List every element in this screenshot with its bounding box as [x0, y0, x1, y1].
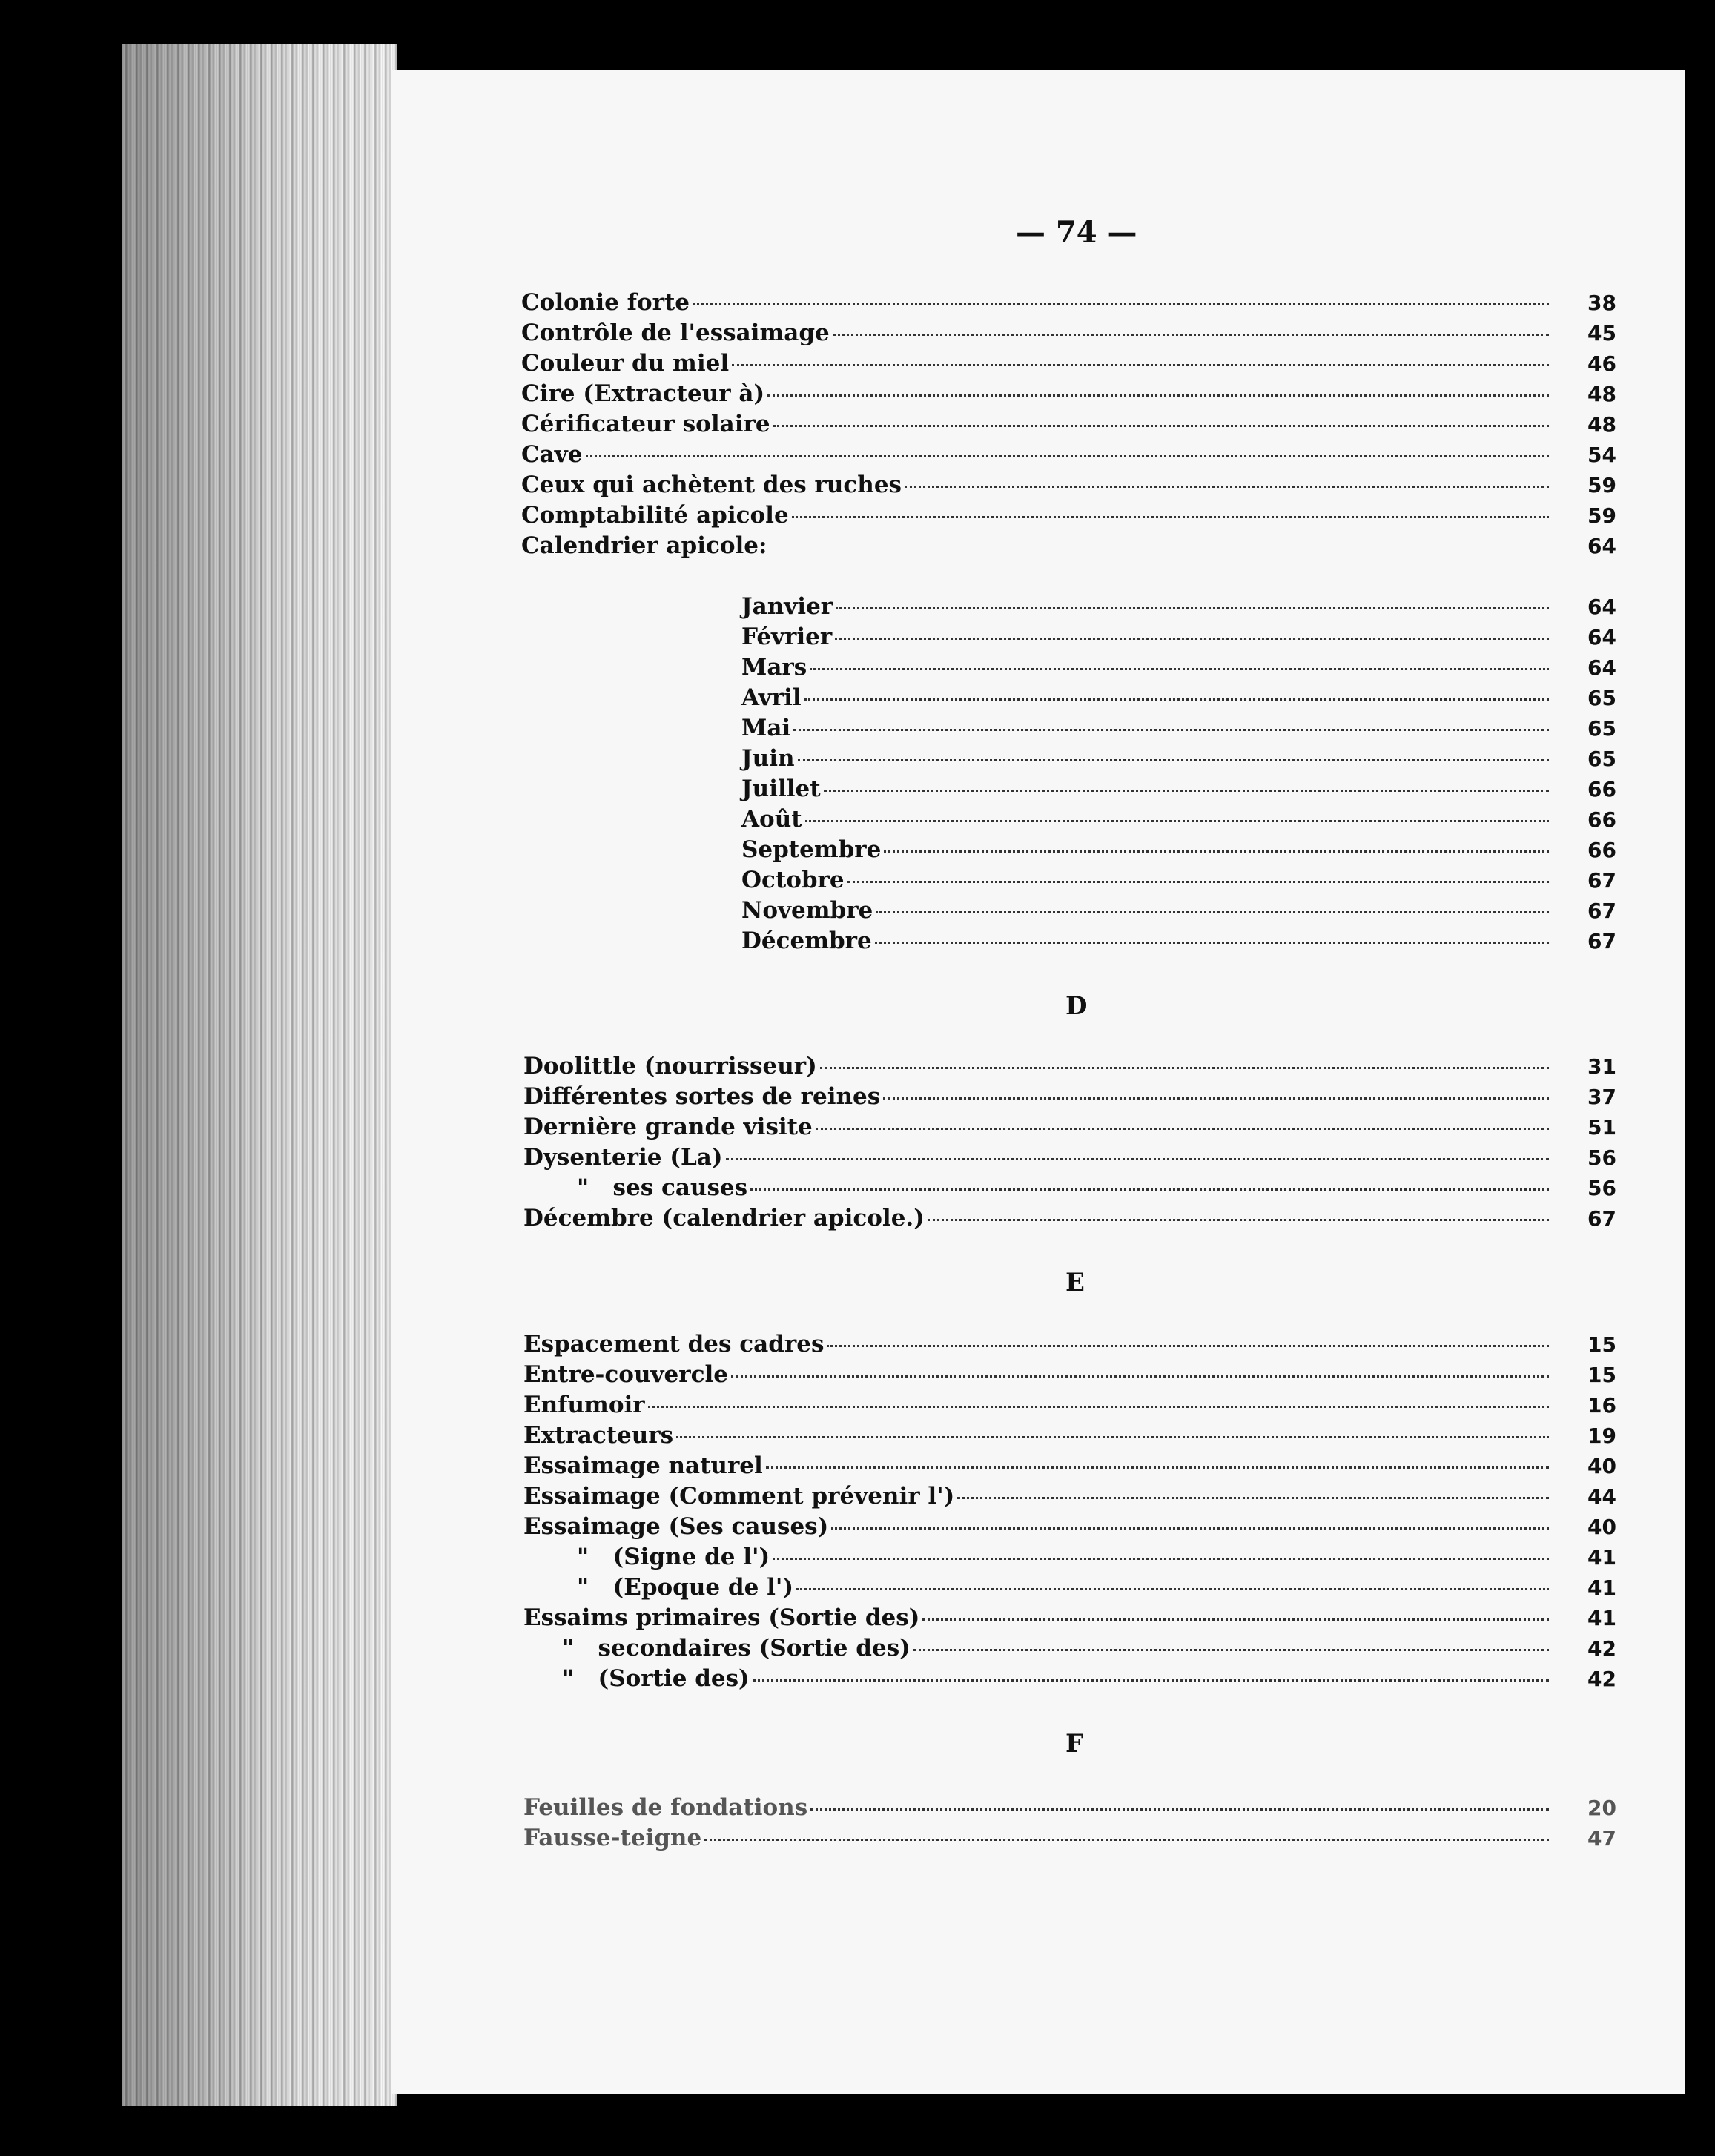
- entry-page: 66: [1587, 777, 1616, 801]
- index-entry: [741, 867, 1616, 893]
- entry-page: 40: [1587, 1454, 1616, 1478]
- entry-page: 48: [1587, 382, 1616, 406]
- index-entry: [741, 897, 1616, 924]
- index-entry: [741, 836, 1616, 863]
- dot-leader: [726, 1158, 1550, 1160]
- entry-label: Cérificateur solaire: [521, 411, 770, 437]
- dot-leader: [704, 1839, 1549, 1841]
- dot-leader: [750, 1188, 1549, 1191]
- entry-page: 41: [1587, 1575, 1616, 1600]
- entry-label: Calendrier apicole:: [521, 532, 767, 559]
- index-entry: [523, 1144, 1616, 1171]
- entry-page: 64: [1587, 625, 1616, 649]
- entry-label: Essaimage (Ses causes): [523, 1513, 829, 1540]
- entry-label: Décembre: [741, 927, 872, 954]
- index-entry: [577, 1574, 1616, 1601]
- entry-label: Feuilles de fondations: [523, 1794, 808, 1821]
- entry-page: 44: [1587, 1484, 1616, 1509]
- entry-label: Comptabilité apicole: [521, 502, 789, 529]
- entry-label: Ceux qui achètent des ruches: [521, 472, 902, 498]
- index-entry: [521, 502, 1616, 529]
- entry-page: 42: [1587, 1667, 1616, 1691]
- index-entry: [521, 350, 1616, 377]
- index-entry: [523, 1053, 1616, 1079]
- index-entry: [521, 289, 1616, 316]
- index-entry: [521, 320, 1616, 346]
- entry-label: Avril: [741, 684, 802, 711]
- entry-label: Cire (Extracteur à): [521, 380, 765, 407]
- dot-leader: [770, 546, 1549, 549]
- entry-label: Juillet: [741, 776, 821, 802]
- entry-page: 66: [1587, 807, 1616, 832]
- entry-label: " (Sortie des): [562, 1665, 750, 1692]
- entry-label: Couleur du miel: [521, 350, 730, 377]
- section-heading: F: [1065, 1729, 1084, 1759]
- entry-label: Contrôle de l'essaimage: [521, 320, 830, 346]
- dot-leader: [731, 1375, 1549, 1378]
- entry-label: Juin: [741, 745, 795, 772]
- entry-page: 47: [1587, 1826, 1616, 1851]
- entry-label: Essaimage naturel: [523, 1452, 763, 1479]
- entry-label: Colonie forte: [521, 289, 690, 316]
- entry-page: 59: [1587, 473, 1616, 497]
- entry-page: 56: [1587, 1176, 1616, 1200]
- index-entry: [523, 1483, 1616, 1509]
- entry-label: " (Signe de l'): [577, 1544, 770, 1570]
- dot-leader: [773, 1558, 1549, 1560]
- index-entry: [741, 715, 1616, 741]
- entry-label: Dernière grande visite: [523, 1114, 813, 1140]
- page-number: — 74 —: [1016, 215, 1137, 250]
- entry-page: 42: [1587, 1636, 1616, 1661]
- dot-leader: [847, 881, 1549, 883]
- entry-label: Entre-couvercle: [523, 1361, 728, 1388]
- entry-page: 16: [1587, 1393, 1616, 1418]
- entry-page: 56: [1587, 1145, 1616, 1170]
- entry-page: 67: [1587, 899, 1616, 923]
- dot-leader: [766, 1466, 1549, 1469]
- entry-label: Octobre: [741, 867, 845, 893]
- dot-leader: [833, 334, 1549, 336]
- dot-leader: [820, 1067, 1549, 1069]
- entry-page: 64: [1587, 595, 1616, 619]
- entry-page: 41: [1587, 1606, 1616, 1630]
- entry-label: " ses causes: [577, 1174, 748, 1201]
- index-entry: [523, 1604, 1616, 1631]
- dot-leader: [767, 394, 1549, 397]
- dot-leader: [913, 1649, 1549, 1651]
- entry-page: 64: [1587, 655, 1616, 680]
- index-entry: [741, 684, 1616, 711]
- index-entry: [523, 1513, 1616, 1540]
- dot-leader: [586, 455, 1550, 457]
- entry-page: 51: [1587, 1115, 1616, 1140]
- entry-label: Différentes sortes de reines: [523, 1083, 881, 1110]
- dot-leader: [905, 486, 1549, 488]
- dot-leader: [928, 1219, 1549, 1221]
- index-entry: [741, 745, 1616, 772]
- dot-leader: [753, 1679, 1549, 1682]
- dot-leader: [836, 607, 1549, 609]
- entry-page: 38: [1587, 291, 1616, 315]
- index-entry: [521, 472, 1616, 498]
- index-entry: [741, 927, 1616, 954]
- entry-label: Août: [741, 806, 802, 833]
- entry-page: 66: [1587, 838, 1616, 862]
- entry-label: Dysenterie (La): [523, 1144, 723, 1171]
- entry-label: Enfumoir: [523, 1392, 645, 1418]
- index-entry: [741, 654, 1616, 681]
- entry-page: 20: [1587, 1796, 1616, 1820]
- entry-page: 19: [1587, 1423, 1616, 1448]
- dot-leader: [824, 790, 1549, 792]
- entry-label: Fausse-teigne: [523, 1825, 702, 1851]
- dot-leader: [805, 820, 1549, 822]
- dot-leader: [693, 303, 1549, 305]
- dot-leader: [876, 911, 1549, 913]
- dot-leader: [835, 638, 1549, 640]
- entry-page: 48: [1587, 412, 1616, 437]
- entry-page: 37: [1587, 1085, 1616, 1109]
- dot-leader: [922, 1618, 1549, 1621]
- dot-leader: [732, 364, 1549, 366]
- dot-leader: [793, 729, 1549, 731]
- index-entry: [577, 1544, 1616, 1570]
- dot-leader: [796, 1588, 1549, 1590]
- index-entry: [741, 806, 1616, 833]
- entry-page: 54: [1587, 443, 1616, 467]
- entry-page: 15: [1587, 1363, 1616, 1387]
- index-entry: [562, 1635, 1616, 1661]
- entry-label: Février: [741, 624, 833, 650]
- entry-page: 67: [1587, 1206, 1616, 1231]
- entry-page: 45: [1587, 321, 1616, 345]
- entry-page: 15: [1587, 1332, 1616, 1357]
- entry-page: 46: [1587, 351, 1616, 376]
- index-entry: [523, 1331, 1616, 1358]
- entry-page: 64: [1587, 534, 1616, 558]
- entry-page: 40: [1587, 1515, 1616, 1539]
- dot-leader: [773, 425, 1549, 427]
- entry-label: Doolittle (nourrisseur): [523, 1053, 817, 1079]
- entry-page: 31: [1587, 1054, 1616, 1079]
- index-entry: [562, 1665, 1616, 1692]
- index-entry: [523, 1794, 1616, 1821]
- dot-leader: [883, 1097, 1549, 1100]
- dot-leader: [810, 668, 1549, 670]
- entry-label: Mars: [741, 654, 807, 681]
- entry-label: Mai: [741, 715, 791, 741]
- entry-label: Cave: [521, 441, 583, 468]
- index-entry: [577, 1174, 1616, 1201]
- entry-page: 41: [1587, 1545, 1616, 1570]
- index-entry: [523, 1825, 1616, 1851]
- index-entry: [523, 1083, 1616, 1110]
- dot-leader: [875, 942, 1549, 944]
- entry-label: Septembre: [741, 836, 882, 863]
- section-heading: D: [1065, 991, 1088, 1021]
- entry-page: 65: [1587, 747, 1616, 771]
- index-entry: [741, 593, 1616, 620]
- index-entry: [521, 411, 1616, 437]
- entry-label: Espacement des cadres: [523, 1331, 825, 1358]
- entry-label: Essaimage (Comment prévenir l'): [523, 1483, 955, 1509]
- dot-leader: [648, 1406, 1549, 1408]
- entry-page: 65: [1587, 716, 1616, 741]
- index-entry: [523, 1361, 1616, 1388]
- entry-page: 67: [1587, 868, 1616, 893]
- entry-label: Essaims primaires (Sortie des): [523, 1604, 920, 1631]
- dot-leader: [831, 1527, 1549, 1530]
- index-entry: [523, 1392, 1616, 1418]
- entry-label: " secondaires (Sortie des): [562, 1635, 911, 1661]
- dot-leader: [676, 1436, 1549, 1438]
- index-entry: [521, 532, 1616, 559]
- dot-leader: [792, 516, 1549, 518]
- entry-label: Novembre: [741, 897, 873, 924]
- entry-page: 67: [1587, 929, 1616, 953]
- index-entry: [523, 1205, 1616, 1231]
- dot-leader: [957, 1497, 1549, 1499]
- index-entry: [523, 1422, 1616, 1449]
- entry-page: 59: [1587, 503, 1616, 528]
- index-entry: [521, 441, 1616, 468]
- entry-label: Janvier: [741, 593, 833, 620]
- dot-leader: [810, 1808, 1549, 1811]
- dot-leader: [798, 759, 1549, 761]
- dot-leader: [816, 1128, 1549, 1130]
- dot-leader: [884, 850, 1549, 853]
- entry-label: Décembre (calendrier apicole.): [523, 1205, 925, 1231]
- entry-page: 65: [1587, 686, 1616, 710]
- index-entry: [741, 776, 1616, 802]
- index-entry: [523, 1114, 1616, 1140]
- index-entry: [523, 1452, 1616, 1479]
- section-heading: E: [1065, 1268, 1085, 1297]
- index-entry: [521, 380, 1616, 407]
- index-entry: [741, 624, 1616, 650]
- entry-label: Extracteurs: [523, 1422, 674, 1449]
- dot-leader: [804, 698, 1549, 701]
- entry-label: " (Epoque de l'): [577, 1574, 794, 1601]
- dot-leader: [827, 1345, 1549, 1347]
